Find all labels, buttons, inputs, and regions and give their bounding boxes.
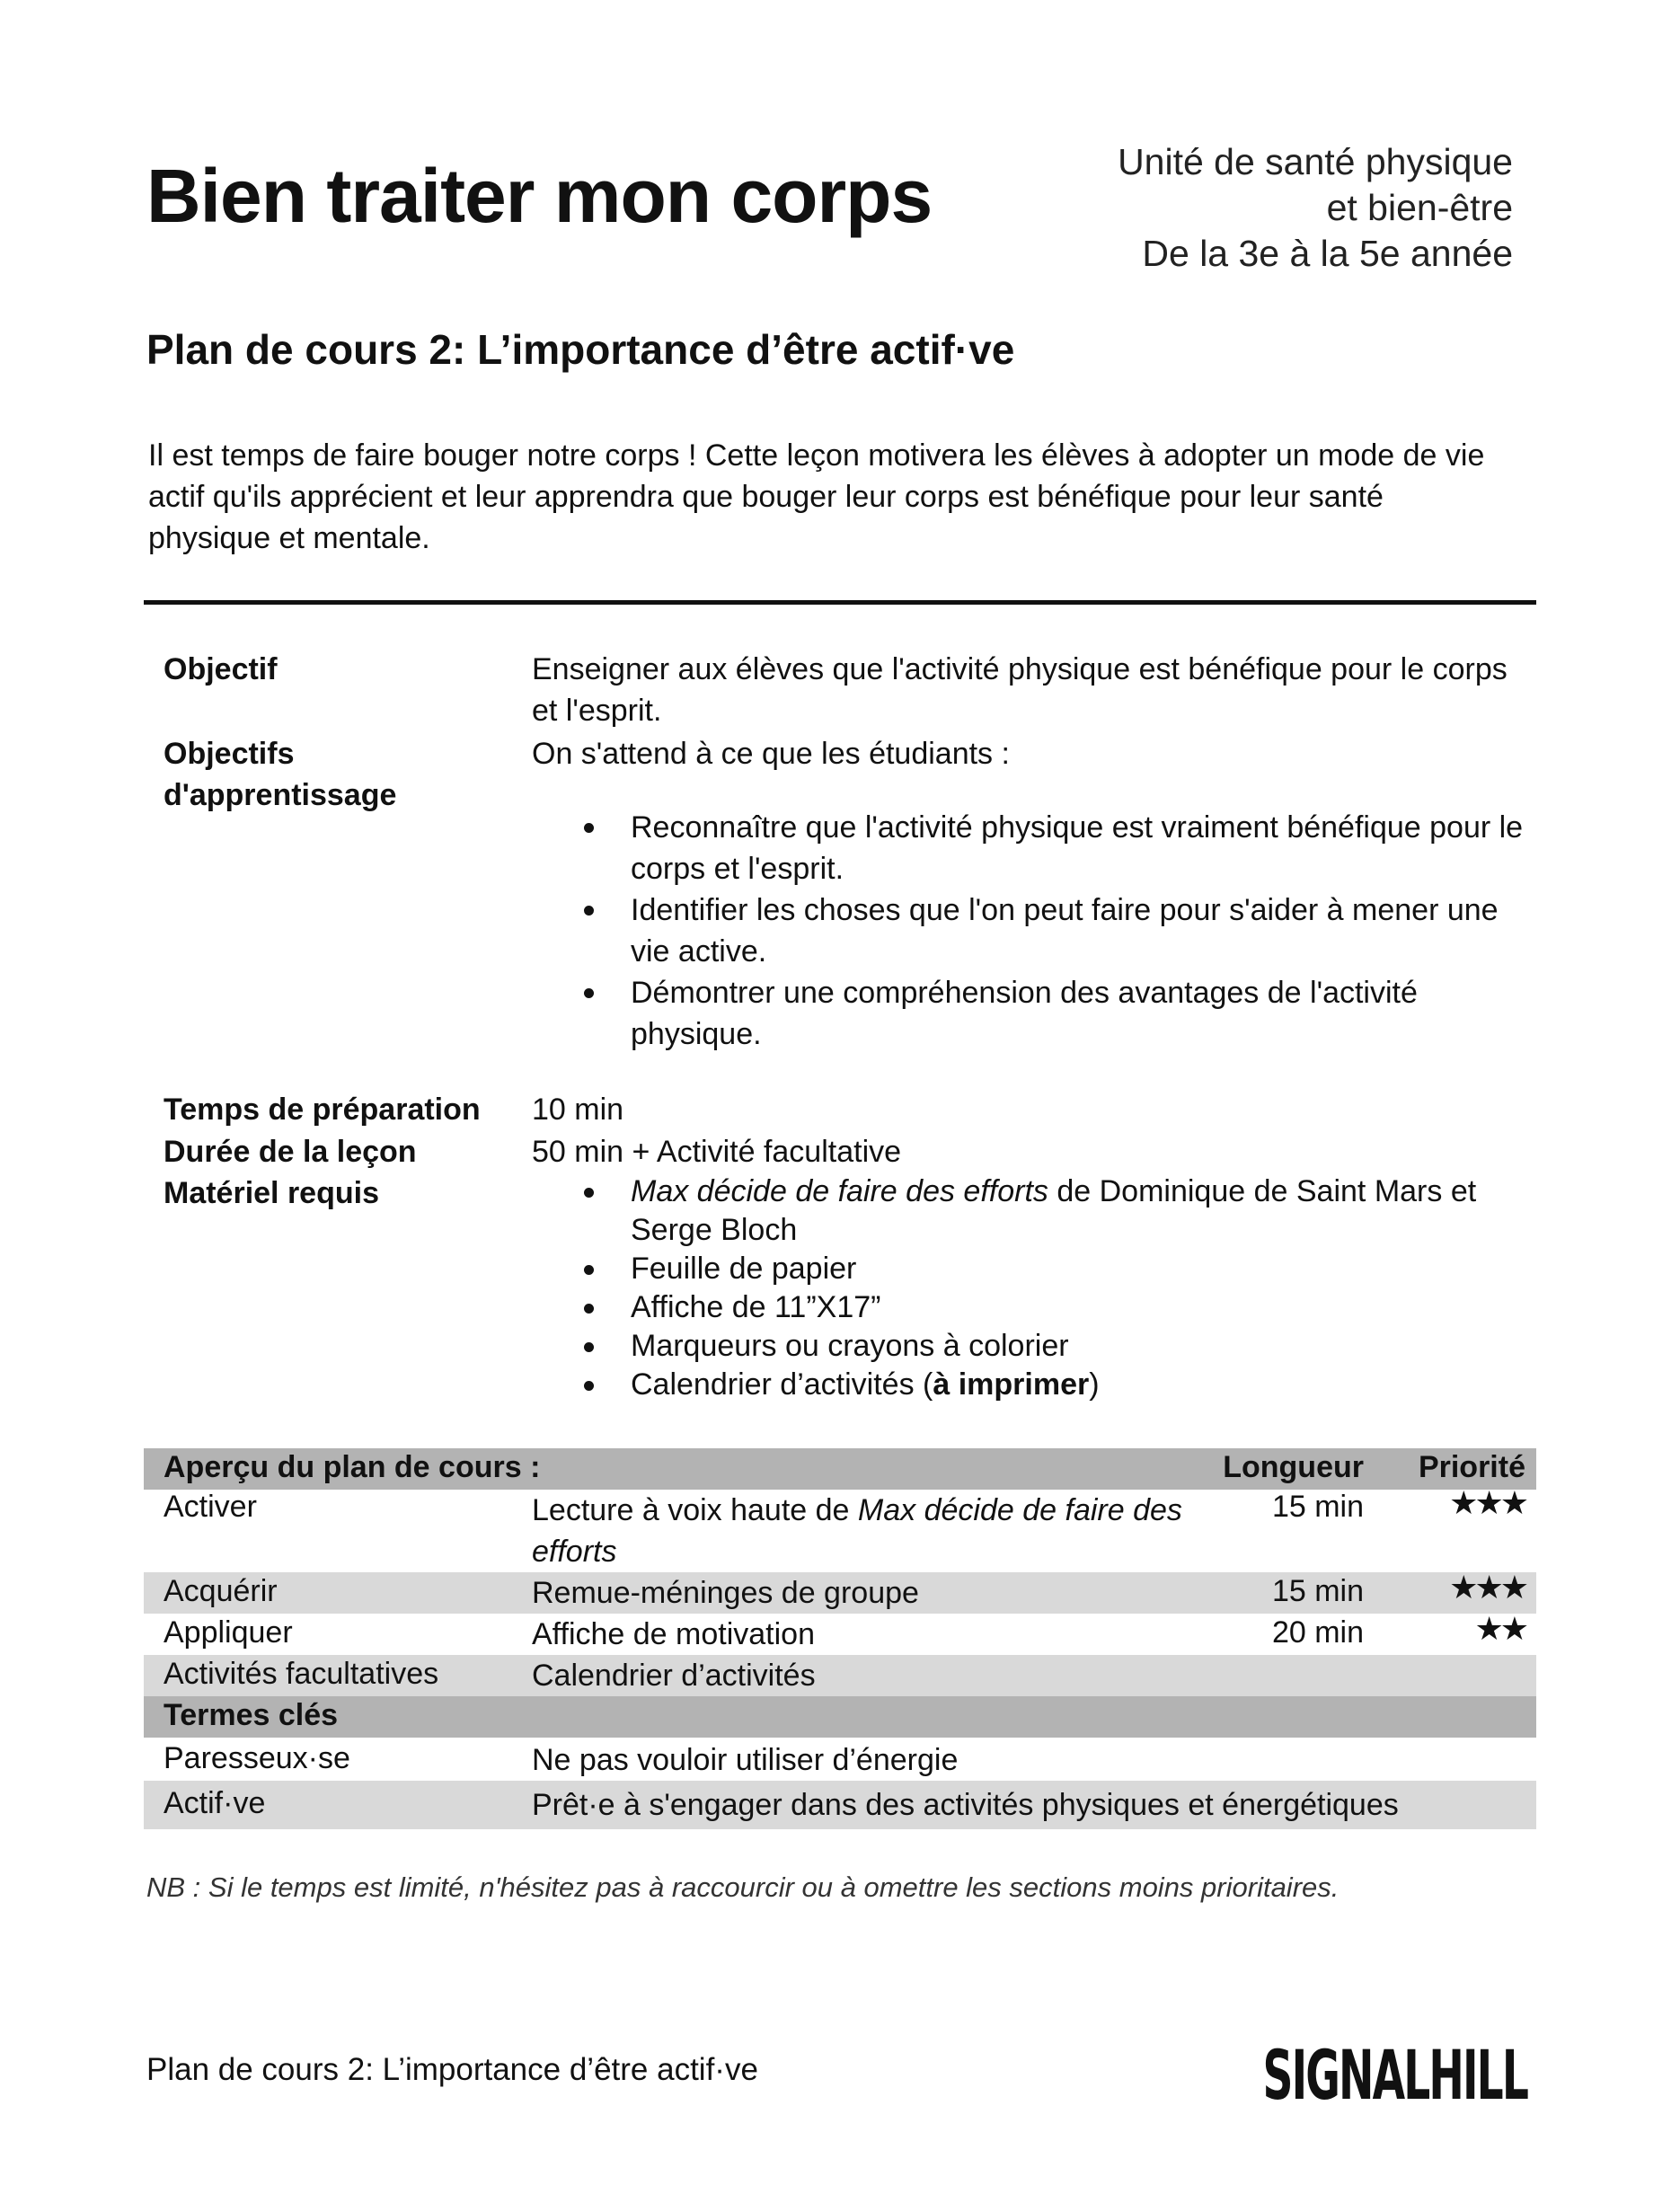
bullet-icon — [584, 906, 594, 916]
priority-stars-icon: ★★ — [1474, 1610, 1525, 1647]
priority-stars-icon: ★★★ — [1449, 1569, 1525, 1606]
unit-info — [1118, 139, 1513, 277]
table-row: Paresseux·se Ne pas vouloir utiliser d’énergie — [164, 1741, 959, 1777]
objective-value: Enseigner aux élèves que l'activité physique est bénéfique pour le corps et l'esprit. — [532, 652, 1508, 728]
list-item: Démontrer une compréhension des avantages de l'activité physique. — [532, 972, 1529, 1055]
bullet-icon — [584, 988, 594, 998]
overview-title: Aperçu du plan de cours : — [164, 1450, 541, 1484]
priority-header: Priorité — [1418, 1450, 1525, 1484]
materials-label: Matériel requis — [164, 1176, 379, 1210]
list-item: Marqueurs ou crayons à colorier — [532, 1327, 1529, 1366]
learning-goals-list — [532, 807, 1529, 1055]
unit-line: Unité de santé physique — [1118, 141, 1513, 182]
prep-label: Temps de préparation — [164, 1093, 481, 1127]
bullet-icon — [584, 1265, 594, 1275]
objective-label: Objectif — [164, 652, 278, 686]
priority-stars-icon: ★★★ — [1449, 1484, 1525, 1521]
list-item: Max décide de faire des efforts de Dominique de Saint Mars et Serge Bloch — [532, 1172, 1529, 1250]
length-header: Longueur — [1223, 1450, 1364, 1484]
priority-note: NB : Si le temps est limité, n'hésitez pas à raccourcir ou à omettre les sections moins prioritaires. — [146, 1871, 1340, 1903]
learning-goals-label: Objectifs d'apprentissage — [164, 737, 397, 812]
bullet-icon — [584, 1188, 594, 1198]
table-row: Actif·ve Prêt·e à s'engager dans des activités physiques et énergétiques — [144, 1781, 1536, 1829]
list-item: Identifier les choses que l'on peut faire pour s'aider à mener une vie active. — [532, 889, 1529, 972]
lesson-title: Plan de cours 2: L’importance d’être actif·ve — [146, 326, 1015, 373]
table-row: Activités facultatives Calendrier d’activités — [144, 1655, 1536, 1696]
duration-value: 50 min + Activité facultative — [532, 1135, 902, 1169]
table-header — [144, 1448, 1536, 1490]
list-item: Reconnaître que l'activité physique est vraiment bénéfique pour le corps et l'esprit. — [532, 807, 1529, 889]
bullet-icon — [584, 823, 594, 833]
list-item: Calendrier d’activités (à imprimer) — [532, 1366, 1529, 1404]
footer-text: Plan de cours 2: L’importance d’être actif·ve — [146, 2052, 758, 2087]
intro-paragraph: Il est temps de faire bouger notre corps ! Cette leçon motivera les élèves à adopter un mode de vie actif qu'ils apprécient et leur apprendra que bouger leur corps est bénéfique pour leur santé physique et mentale. — [148, 438, 1485, 555]
bullet-icon — [584, 1304, 594, 1314]
page-title: Bien traiter mon corps — [146, 154, 933, 238]
list-item: Feuille de papier — [532, 1250, 1529, 1288]
list-item: Affiche de 11”X17” — [532, 1288, 1529, 1327]
grade-range: De la 3e à la 5e année — [1142, 233, 1513, 274]
lesson-overview-table — [144, 1448, 1536, 1829]
prep-value: 10 min — [532, 1093, 624, 1127]
divider — [144, 600, 1536, 605]
duration-label: Durée de la leçon — [164, 1135, 417, 1169]
terms-header: Termes clés — [144, 1696, 1536, 1738]
table-row: Appliquer Affiche de motivation 20 min ★★ — [164, 1610, 1525, 1651]
learning-goals-intro: On s'attend à ce que les étudiants : — [532, 737, 1010, 771]
signalhill-logo: SIGNALHILL — [1262, 2035, 1527, 2115]
table-row: Acquérir Remue-méninges de groupe 15 min ★★★ — [144, 1572, 1536, 1614]
unit-line: et bien-être — [1326, 187, 1513, 228]
bullet-icon — [584, 1381, 594, 1391]
bullet-icon — [584, 1342, 594, 1352]
materials-list — [532, 1172, 1529, 1404]
table-row: Activer Lecture à voix haute de Max décide de faire des efforts 15 min ★★★ — [164, 1484, 1525, 1569]
